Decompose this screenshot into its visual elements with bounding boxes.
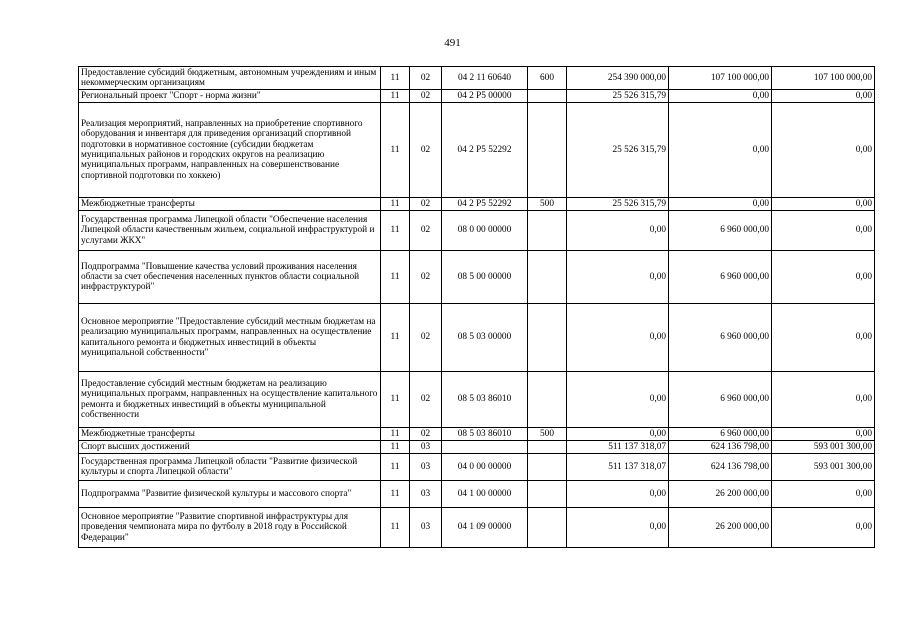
cell-target-article: 04 1 09 00000	[442, 508, 528, 548]
cell-amount-2: 6 960 000,00	[669, 372, 772, 428]
cell-expense-type: 500	[528, 198, 567, 211]
cell-expense-type	[528, 372, 567, 428]
cell-amount-1: 511 137 318,07	[567, 441, 669, 454]
cell-name: Подпрограмма "Развитие физической культуры и массового спорта"	[79, 481, 381, 508]
cell-section: 11	[381, 304, 410, 372]
cell-amount-3: 0,00	[772, 103, 875, 198]
cell-expense-type: 500	[528, 428, 567, 441]
cell-amount-3: 0,00	[772, 198, 875, 211]
cell-subsection: 02	[410, 304, 442, 372]
cell-section: 11	[381, 441, 410, 454]
cell-amount-1: 0,00	[567, 251, 669, 304]
cell-target-article	[442, 441, 528, 454]
cell-amount-2: 6 960 000,00	[669, 304, 772, 372]
cell-expense-type	[528, 441, 567, 454]
cell-amount-3: 0,00	[772, 508, 875, 548]
cell-amount-3: 0,00	[772, 372, 875, 428]
cell-name: Предоставление субсидий бюджетным, автономным учреждениям и иным некоммерческим организациям	[79, 67, 381, 90]
cell-amount-1: 0,00	[567, 211, 669, 251]
cell-target-article: 08 5 00 00000	[442, 251, 528, 304]
cell-amount-2: 6 960 000,00	[669, 251, 772, 304]
cell-expense-type	[528, 103, 567, 198]
cell-name: Основное мероприятие "Развитие спортивной инфраструктуры для проведения чемпионата мира по футболу в 2018 году в Российской Федерации"	[79, 508, 381, 548]
cell-subsection: 02	[410, 211, 442, 251]
cell-amount-2: 6 960 000,00	[669, 428, 772, 441]
cell-amount-2: 107 100 000,00	[669, 67, 772, 90]
table-row	[79, 198, 875, 211]
cell-amount-3: 0,00	[772, 304, 875, 372]
cell-section: 11	[381, 251, 410, 304]
table-row	[79, 103, 875, 198]
cell-subsection: 02	[410, 90, 442, 103]
table-row	[79, 441, 875, 454]
table-row	[79, 372, 875, 428]
cell-expense-type	[528, 304, 567, 372]
cell-subsection: 02	[410, 428, 442, 441]
table-row	[79, 211, 875, 251]
table-row	[79, 304, 875, 372]
cell-subsection: 03	[410, 454, 442, 481]
cell-amount-3: 107 100 000,00	[772, 67, 875, 90]
cell-expense-type: 600	[528, 67, 567, 90]
cell-amount-2: 0,00	[669, 198, 772, 211]
cell-target-article: 04 0 00 00000	[442, 454, 528, 481]
cell-name: Региональный проект "Спорт - норма жизни"	[79, 90, 381, 103]
cell-target-article: 04 2 P5 52292	[442, 198, 528, 211]
cell-subsection: 02	[410, 103, 442, 198]
cell-section: 11	[381, 428, 410, 441]
table-row	[79, 67, 875, 90]
cell-amount-1: 511 137 318,07	[567, 454, 669, 481]
cell-amount-2: 624 136 798,00	[669, 441, 772, 454]
cell-target-article: 04 2 P5 00000	[442, 90, 528, 103]
cell-name: Реализация мероприятий, направленных на приобретение спортивного оборудования и инвентаря для приведения организаций спортивной подготовки в нормативное состояние (субсидии бюджетам муниципальных районов и городских округов на реализацию муниципальных программ, направленных на совершенствование спортивной подготовки по хоккею)	[79, 103, 381, 198]
cell-section: 11	[381, 211, 410, 251]
cell-amount-1: 0,00	[567, 428, 669, 441]
cell-name: Государственная программа Липецкой области "Обеспечение населения Липецкой области качественным жильем, социальной инфраструктурой и услугами ЖКХ"	[79, 211, 381, 251]
table-row	[79, 454, 875, 481]
cell-section: 11	[381, 372, 410, 428]
cell-expense-type	[528, 454, 567, 481]
page-number: 491	[444, 37, 461, 49]
cell-name: Государственная программа Липецкой области "Развитие физической культуры и спорта Липецкой области"	[79, 454, 381, 481]
cell-amount-1: 0,00	[567, 508, 669, 548]
cell-amount-2: 6 960 000,00	[669, 211, 772, 251]
cell-target-article: 04 2 11 60640	[442, 67, 528, 90]
cell-section: 11	[381, 103, 410, 198]
cell-subsection: 02	[410, 251, 442, 304]
cell-target-article: 08 5 03 00000	[442, 304, 528, 372]
cell-name: Спорт высших достижений	[79, 441, 381, 454]
cell-expense-type	[528, 481, 567, 508]
cell-name: Межбюджетные трансферты	[79, 198, 381, 211]
cell-subsection: 03	[410, 508, 442, 548]
cell-amount-1: 0,00	[567, 304, 669, 372]
cell-name: Межбюджетные трансферты	[79, 428, 381, 441]
table-row	[79, 90, 875, 103]
cell-expense-type	[528, 90, 567, 103]
cell-amount-1: 25 526 315,79	[567, 198, 669, 211]
table-body	[79, 67, 875, 548]
cell-amount-1: 0,00	[567, 481, 669, 508]
cell-amount-3: 0,00	[772, 211, 875, 251]
cell-amount-2: 624 136 798,00	[669, 454, 772, 481]
cell-amount-3: 0,00	[772, 90, 875, 103]
table-row	[79, 428, 875, 441]
cell-subsection: 02	[410, 372, 442, 428]
cell-amount-2: 26 200 000,00	[669, 481, 772, 508]
cell-section: 11	[381, 90, 410, 103]
cell-section: 11	[381, 198, 410, 211]
cell-amount-2: 0,00	[669, 90, 772, 103]
cell-subsection: 02	[410, 198, 442, 211]
cell-amount-2: 0,00	[669, 103, 772, 198]
cell-name: Предоставление субсидий местным бюджетам на реализацию муниципальных программ, направленных на осуществление капитального ремонта и бюджетных инвестиций в объекты муниципальной собственности	[79, 372, 381, 428]
cell-name: Подпрограмма "Повышение качества условий проживания населения области за счет обеспечения населенных пунктов области социальной инфраструктурой"	[79, 251, 381, 304]
cell-amount-1: 254 390 000,00	[567, 67, 669, 90]
cell-target-article: 08 0 00 00000	[442, 211, 528, 251]
cell-target-article: 04 2 P5 52292	[442, 103, 528, 198]
cell-subsection: 02	[410, 67, 442, 90]
cell-expense-type	[528, 211, 567, 251]
cell-amount-3: 593 001 300,00	[772, 441, 875, 454]
table-row	[79, 508, 875, 548]
cell-amount-3: 0,00	[772, 251, 875, 304]
cell-amount-3: 0,00	[772, 428, 875, 441]
cell-section: 11	[381, 508, 410, 548]
cell-section: 11	[381, 67, 410, 90]
cell-subsection: 03	[410, 441, 442, 454]
cell-expense-type	[528, 251, 567, 304]
table-row	[79, 481, 875, 508]
budget-table	[78, 66, 875, 548]
cell-amount-1: 0,00	[567, 372, 669, 428]
cell-amount-1: 25 526 315,79	[567, 90, 669, 103]
cell-amount-3: 0,00	[772, 481, 875, 508]
cell-section: 11	[381, 454, 410, 481]
cell-amount-3: 593 001 300,00	[772, 454, 875, 481]
cell-target-article: 08 5 03 86010	[442, 372, 528, 428]
cell-name: Основное мероприятие "Предоставление субсидий местным бюджетам на реализацию муниципальных программ, направленных на осуществление капитального ремонта и бюджетных инвестиций в объекты муниципальной собственности"	[79, 304, 381, 372]
cell-subsection: 03	[410, 481, 442, 508]
cell-section: 11	[381, 481, 410, 508]
cell-target-article: 04 1 00 00000	[442, 481, 528, 508]
cell-amount-1: 25 526 315,79	[567, 103, 669, 198]
cell-expense-type	[528, 508, 567, 548]
cell-amount-2: 26 200 000,00	[669, 508, 772, 548]
cell-target-article: 08 5 03 86010	[442, 428, 528, 441]
table-row	[79, 251, 875, 304]
